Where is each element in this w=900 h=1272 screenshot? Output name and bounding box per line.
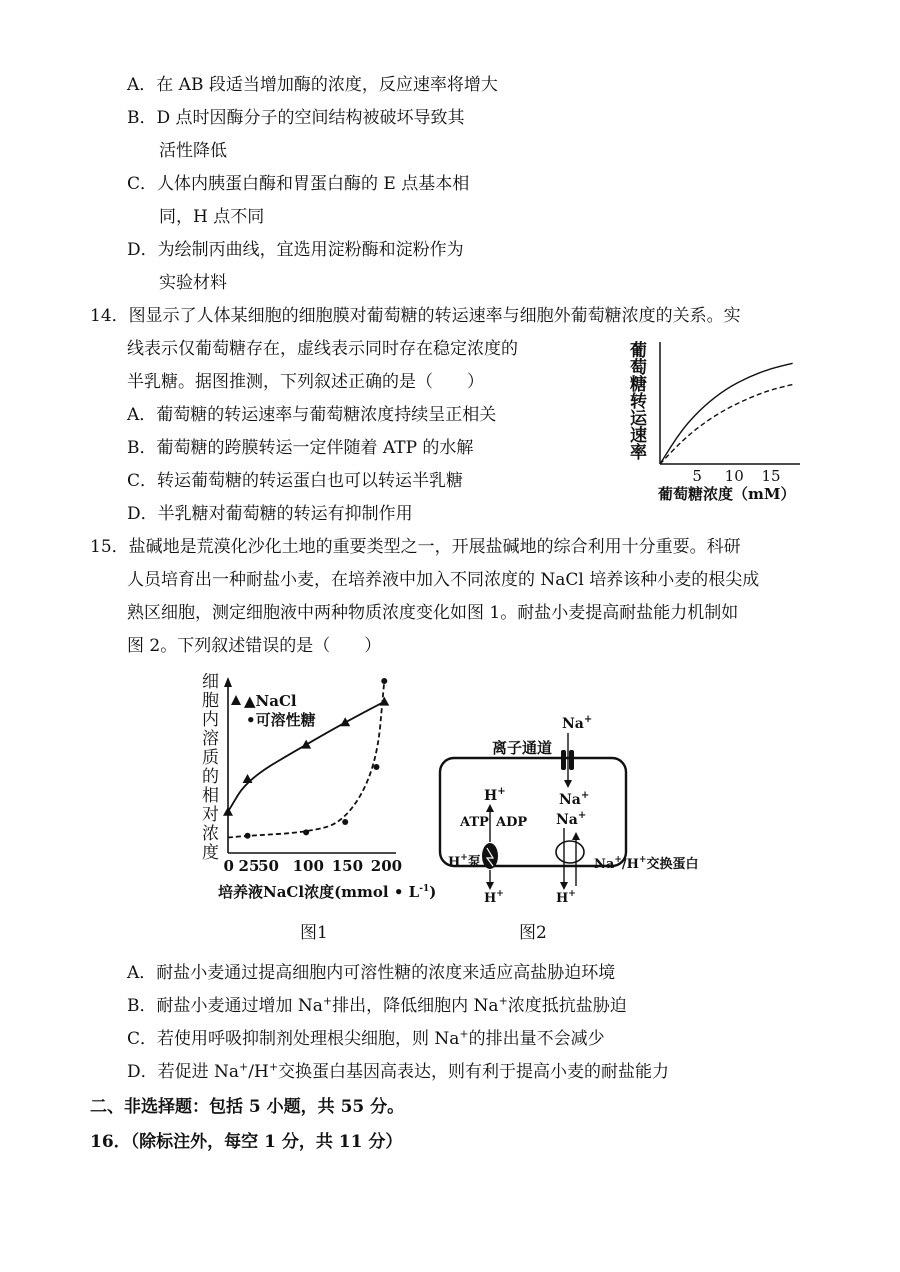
figure-2-diagram xyxy=(432,708,722,903)
y-label-char: 率 xyxy=(630,443,647,463)
chart-x-axis-label: 葡萄糖浓度（mM） xyxy=(658,485,796,503)
q15-stem-line2: 人员培育出一种耐盐小麦，在培养液中加入不同浓度的 NaCl 培养该种小麦的根尖成 xyxy=(127,570,760,590)
h-top-label: H+ xyxy=(484,786,506,804)
nacl-point xyxy=(379,697,389,706)
q13-option-c-cont: 同，H 点不同 xyxy=(159,207,265,227)
q13-option-a: A．在 AB 段适当增加酶的浓度，反应速率将增大 xyxy=(127,75,498,95)
q14-stem-line1: 14．图显示了人体某细胞的细胞膜对葡萄糖的转运速率与细胞外葡萄糖浓度的关系。实 xyxy=(90,306,741,326)
nacl-point xyxy=(301,740,311,749)
fig1-y-label-char: 溶 xyxy=(202,729,219,749)
y-label-char: 运 xyxy=(630,409,647,429)
fig1-y-label-char: 细 xyxy=(202,673,219,692)
x-tick-label: 15 xyxy=(761,467,781,485)
ion-channel-label: 离子通道 xyxy=(492,739,553,757)
q15-stem-line4: 图 2。下列叙述错误的是（ ） xyxy=(127,636,382,656)
fig1-x-tick-label: 50 xyxy=(258,857,279,875)
h-bottom2-label: H+ xyxy=(556,889,576,903)
legend-triangle-icon xyxy=(231,695,241,705)
fig1-legend-nacl: ▲NaCl xyxy=(244,692,297,710)
nacl-point xyxy=(223,807,233,816)
q14-option-a: A．葡萄糖的转运速率与葡萄糖浓度持续呈正相关 xyxy=(127,405,497,425)
q15-option-d: D．若促进 Na+/H+交换蛋白基因高表达，则有利于提高小麦的耐盐能力 xyxy=(127,1060,670,1082)
fig1-y-label-char: 内 xyxy=(202,710,219,730)
fig1-x-tick-label: 150 xyxy=(331,857,364,875)
fig1-y-label-char: 胞 xyxy=(202,691,219,711)
fig1-x-axis-label: 培养液NaCl浓度(mmol • $L^{-1}$) xyxy=(218,883,437,901)
q13-option-b-cont: 活性降低 xyxy=(159,141,227,161)
q14-option-b: B．葡萄糖的跨膜转运一定伴随着 ATP 的水解 xyxy=(127,438,474,458)
y-label-char: 萄 xyxy=(630,358,647,378)
exchanger-label: Na+/H+交换蛋白 xyxy=(594,855,699,872)
adp-label: ADP xyxy=(496,815,528,830)
figure-1-chart xyxy=(196,673,456,913)
fig1-y-label-char: 对 xyxy=(202,805,219,825)
fig1-y-label-char: 相 xyxy=(202,786,219,806)
fig1-y-label-char: 浓 xyxy=(202,824,219,844)
fig1-y-label-char: 度 xyxy=(202,843,219,863)
q15-option-a: A．耐盐小麦通过提高细胞内可溶性糖的浓度来适应高盐胁迫环境 xyxy=(127,963,616,983)
sugar-point xyxy=(373,764,379,770)
fig1-x-tick-label: 25 xyxy=(238,857,260,875)
fig1-caption: 图1 xyxy=(300,923,328,943)
na-in-label: Na+ xyxy=(556,810,587,828)
q13-option-c: C．人体内胰蛋白酶和胃蛋白酶的 E 点基本相 xyxy=(127,174,470,194)
q13-option-d: D．为绘制丙曲线，宜选用淀粉酶和淀粉作为 xyxy=(127,240,464,260)
y-label-char: 葡 xyxy=(630,341,647,361)
glucose-transport-chart xyxy=(620,338,810,508)
h-pump-label: H+泵 xyxy=(448,853,481,870)
q14-option-c: C．转运葡萄糖的转运蛋白也可以转运半乳糖 xyxy=(127,471,464,491)
fig1-legend-sugar: •可溶性糖 xyxy=(246,711,316,729)
h-pump xyxy=(482,843,498,869)
series-glucose-only-line xyxy=(660,363,793,464)
nacl-point xyxy=(243,774,253,783)
fig1-y-axis-label xyxy=(202,673,219,863)
fig1-y-label-char: 质 xyxy=(202,748,219,768)
q15-option-c: C．若使用呼吸抑制剂处理根尖细胞，则 Na+的排出量不会减少 xyxy=(127,1027,605,1049)
x-tick-label: 5 xyxy=(692,467,702,485)
q15-stem-line1: 15．盐碱地是荒漠化沙化土地的重要类型之一，开展盐碱地的综合利用十分重要。科研 xyxy=(90,537,741,557)
q14-stem-line3: 半乳糖。据图推测，下列叙述正确的是（ ） xyxy=(127,372,484,392)
chart-y-axis-label xyxy=(630,341,648,463)
fig1-y-arrow xyxy=(224,677,232,687)
q13-option-d-cont: 实验材料 xyxy=(159,273,227,293)
fig1-y-label-char: 的 xyxy=(202,767,219,787)
y-label-char: 转 xyxy=(630,392,647,412)
sugar-point xyxy=(342,819,348,825)
fig2-caption: 图2 xyxy=(519,923,547,943)
cell-membrane xyxy=(440,758,626,866)
y-label-char: 糖 xyxy=(630,375,647,395)
na-outside-label: Na+ xyxy=(562,714,593,732)
sugar-point xyxy=(303,829,309,835)
series-glucose-galactose-line xyxy=(660,385,793,465)
q14-option-d: D．半乳糖对葡萄糖的转运有抑制作用 xyxy=(127,504,413,524)
fig1-x-tick-label: 200 xyxy=(370,857,403,875)
q15-stem-line3: 熟区细胞，测定细胞液中两种物质浓度变化如图 1。耐盐小麦提高耐盐能力机制如 xyxy=(127,603,739,623)
q14-stem-line2: 线表示仅葡萄糖存在，虚线表示同时存在稳定浓度的 xyxy=(127,339,518,359)
sugar-point xyxy=(245,833,251,839)
q15-option-b: B．耐盐小麦通过增加 Na+排出，降低细胞内 Na+浓度抵抗盐胁迫 xyxy=(127,994,627,1016)
x-tick-label: 10 xyxy=(724,467,744,485)
section-2-heading: 二、非选择题：包括 5 小题，共 55 分。 xyxy=(90,1097,405,1117)
y-label-char: 速 xyxy=(630,426,647,446)
na-h-exchanger xyxy=(556,841,584,863)
fig1-x-tick-label: 0 xyxy=(223,857,234,875)
nacl-point xyxy=(340,717,350,726)
fig1-x-tick-label: 100 xyxy=(292,857,324,875)
q13-option-b: B．D 点时因酶分子的空间结构被破坏导致其 xyxy=(127,108,465,128)
na-inside-label: Na+ xyxy=(559,790,590,808)
sugar-point xyxy=(381,678,387,684)
atp-label: ATP xyxy=(460,815,489,830)
q16-heading: 16．（除标注外，每空 1 分，共 11 分） xyxy=(90,1132,403,1152)
h-bottom-label: H+ xyxy=(484,889,504,903)
